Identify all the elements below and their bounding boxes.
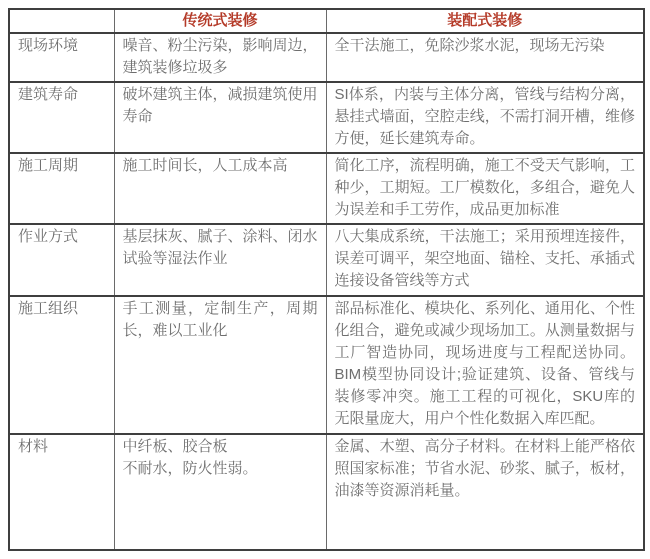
header-prefab-label: 装配式装修 — [326, 9, 644, 33]
traditional-cell: 破坏建筑主体，减损建筑使用寿命 — [114, 82, 326, 153]
table-row-construction-period — [9, 153, 644, 224]
row-label: 建筑寿命 — [9, 82, 114, 153]
decoration-comparison-table — [8, 8, 645, 551]
traditional-cell: 手工测量，定制生产，周期长，难以工业化 — [114, 296, 326, 434]
row-label: 材料 — [9, 434, 114, 550]
traditional-cell: 噪音、粉尘污染，影响周边，建筑装修垃圾多 — [114, 33, 326, 82]
row-label: 施工周期 — [9, 153, 114, 224]
prefab-cell: 部品标准化、模块化、系列化、通用化、个性化组合，避免或减少现场加工。从测量数据与工厂智造协同，现场进度与工程配送协同。BIM模型协同设计;验证建筑、设备、管线与装修零冲突。施工工程的可视化，SKU库的无限量庞大，用户个性化数据入库匹配。 — [326, 296, 644, 434]
row-label: 施工组织 — [9, 296, 114, 434]
header-corner-cell — [9, 9, 114, 33]
table-row-materials — [9, 434, 644, 550]
table-row-building-lifespan — [9, 82, 644, 153]
table-row-work-method — [9, 224, 644, 296]
prefab-cell: SI体系，内装与主体分离，管线与结构分离，悬挂式墙面，空腔走线，不需打洞开槽，维修方便，延长建筑寿命。 — [326, 82, 644, 153]
table-row-construction-organization — [9, 296, 644, 434]
traditional-cell — [114, 434, 326, 550]
traditional-cell-line: 不耐水，防火性弱。 — [122, 460, 258, 477]
prefab-cell: 八大集成系统，干法施工；采用预埋连接件，误差可调平，架空地面、锚栓、支托、承插式连接设备管线等方式 — [326, 224, 644, 296]
table-row-site-environment — [9, 33, 644, 82]
row-label: 作业方式 — [9, 224, 114, 296]
prefab-cell: 金属、木塑、高分子材料。在材料上能严格依照国家标准；节省水泥、砂浆、腻子，板材，油漆等资源消耗量。 — [326, 434, 644, 550]
prefab-cell: 简化工序，流程明确，施工不受天气影响，工种少，工期短。工厂模数化，多组合，避免人为误差和手工劳作，成品更加标准 — [326, 153, 644, 224]
header-row — [9, 9, 644, 33]
row-label: 现场环境 — [9, 33, 114, 82]
header-traditional-label: 传统式装修 — [114, 9, 326, 33]
prefab-cell: 全干法施工，免除沙浆水泥，现场无污染 — [326, 33, 644, 82]
traditional-cell-line: 中纤板、胶合板 — [122, 438, 228, 455]
traditional-cell: 基层抹灰、腻子、涂料、闭水试验等湿法作业 — [114, 224, 326, 296]
traditional-cell: 施工时间长，人工成本高 — [114, 153, 326, 224]
